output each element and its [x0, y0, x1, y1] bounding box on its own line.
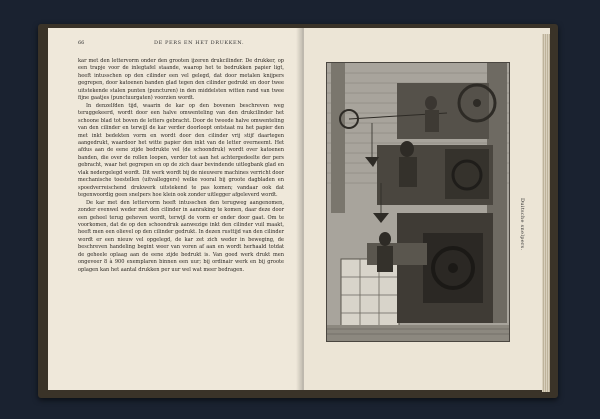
paragraph-1: kar met den lettervorm onder den grooten ijzeren drukcilinder. De drukker, op een trapje voor de inlegtafel staande, waarop het te bedrukken papier ligt, heeft intusschen op den cilinder een vel gelegd, dat door metalen knijpers gegrepen, door katoenen banden glad tegen den cilinder gedrukt en door twee uitstekende stalen punten (puncturen) in den middelsten witten rand van twee fijne gaatjes (punctuurgaten) voorzien wordt.	[78, 58, 284, 102]
figure-caption: Duitsche snelpers.	[519, 198, 525, 251]
running-head: DE PERS EN HET DRUKKEN.	[154, 40, 245, 46]
paragraph-3: De kar met den lettervorm heeft intusschen den terugweg aangenomen, zonder evenwel weder met den cilinder in aanraking te komen, daar deze door een geheel terug geheven wordt, terwijl de vorm er onder door gaat. Om te voorkomen, dat de op den schoondruk aanwezige inkt den cilinder vuil maakt, heeft men een olievel op den cilinder gedrukt. In dezen rusttijd van den cilinder wordt er een nieuw vel opgelegd, de kar zet zich weder in beweging, de beschreven handeling begint weer van voren af aan en wordt herhaald totdat de geheele oplaag aan de eene zijde bedrukt is. Van goed werk drukt men ongeveer 8 à 900 exemplaren binnen een uur; bij ordinair werk en bij groote oplagen kan het aantal drukken per uur wel wat meer bedragen.	[78, 199, 284, 273]
open-book	[38, 24, 558, 398]
page-number: 66	[78, 40, 85, 46]
page-edges	[542, 34, 550, 392]
paragraph-2: In denzelfden tijd, waarin de kar op den bovenen beschreven weg teruggekeerd, wordt door een halve omwenteling van den drukcilinder het schoone blad tot boven de letters gebracht. Door de tweede halve omwenteling van den cilinder en terwijl de kar verder doorloopt ontstaat nu het papier den met inkt bedekten vorm en wordt door den cilinder vrij stijf daartegen aangedrukt, waardoor het witte papier den inkt van de letter overneemt. Het afdus aan de eene zijde bedrukte vel (de schoondruk) wordt over katoenen banden, die over de rollen loopen, verder tot aan het achtergedeelte der pers gebracht, waar het gegrepen en op de zich daar bevindende uitlegbank glad en vlak nedergelegd wordt. Dit werk wordt bij de nieuwere machines verricht door mechanische toestellen (uitvalleggers) welke vooral bij groote dagbladen en spoedverreischend drukwerk uitstekend te pas komen; vandaar ook dat tegenwoordig geen snelpers hoe klein ook zonder uitlegger afgeleverd wordt.	[78, 102, 284, 199]
body-text	[78, 58, 284, 274]
printing-press-engraving	[326, 62, 510, 342]
page-header	[78, 40, 294, 50]
right-page	[304, 28, 550, 390]
left-page	[48, 28, 305, 390]
